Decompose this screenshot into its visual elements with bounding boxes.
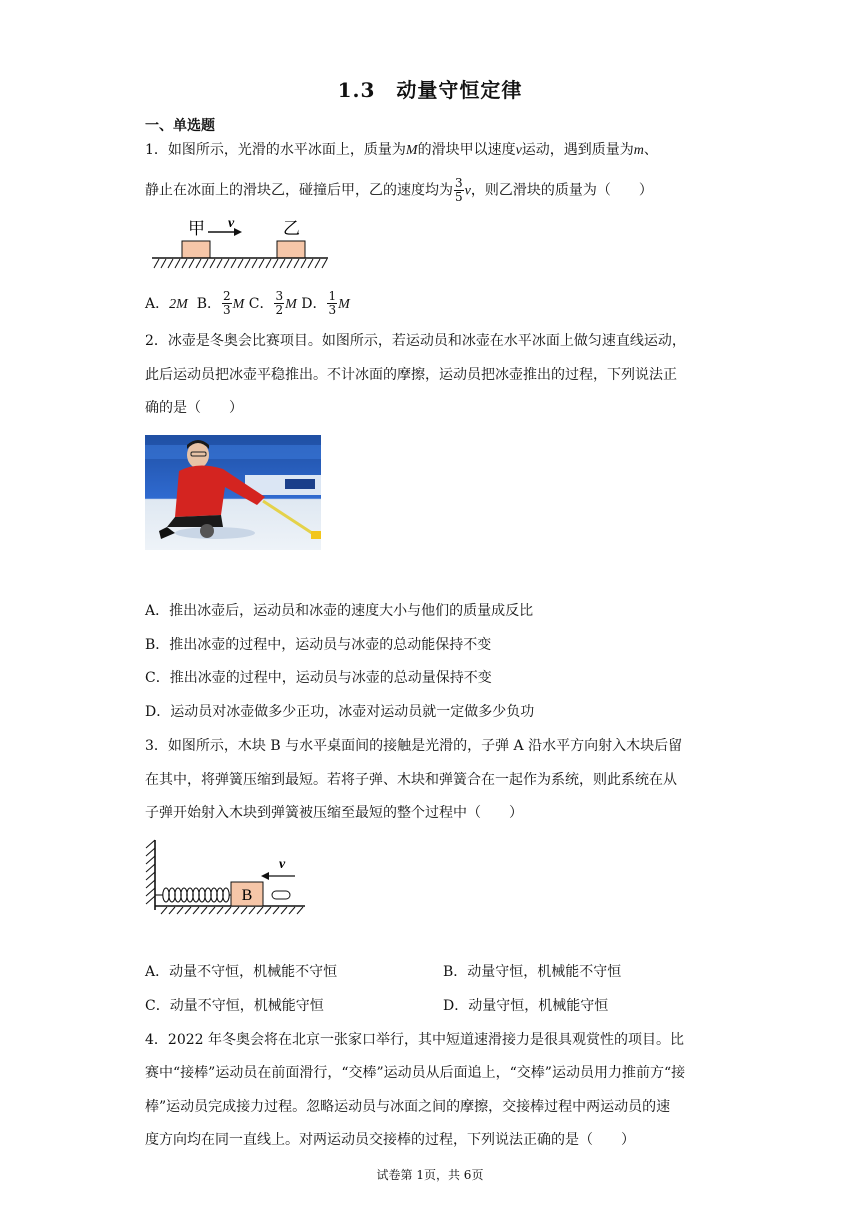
q3-option-d[interactable]: D．动量守恒，机械能守恒	[443, 998, 609, 1014]
q1-line2	[145, 177, 653, 204]
q2-line3: 确的是（ ）	[145, 400, 243, 416]
table-hatch	[161, 907, 303, 914]
page-footer: 试卷第 1页，共 6页	[376, 1168, 484, 1182]
q3-figure-spring-block	[145, 838, 310, 920]
q4-line1: 4．2022 年冬奥会将在北京一张家口举行，其中短道速滑接力是很具观赏性的项目。比	[145, 1032, 684, 1048]
q1-var-m: m	[633, 143, 644, 158]
q1-fig-label-b: 乙	[283, 219, 300, 239]
q1-var-v: v	[464, 183, 471, 199]
q1-option-c[interactable]: C． $\frac{3}{2}$ M	[248, 289, 297, 317]
q2-line2: 此后运动员把冰壶平稳推出。不计冰面的摩擦，运动员把冰壶推出的过程，下列说法正	[145, 367, 677, 383]
q4-line3: 棒”运动员完成接力过程。忽略运动员与冰面之间的摩擦，交接棒过程中两运动员的速	[145, 1099, 671, 1115]
q2-line1: 2．冰壶是冬奥会比赛项目。如图所示，若运动员和冰壶在水平冰面上做匀速直线运动，	[145, 333, 686, 349]
q4-line2: 赛中“接棒”运动员在前面滑行，“交棒”运动员从后面追上，“交棒”运动员用力推前方“接	[145, 1065, 686, 1081]
arrow-icon	[261, 872, 269, 880]
q1-text: 静止在冰面上的滑块乙，碰撞后甲，乙的速度均为	[145, 182, 453, 199]
q2-option-d[interactable]: D．运动员对冰壶做多少正功，冰壶对运动员就一定做多少负功	[145, 704, 535, 720]
q3-line3: 子弹开始射入木块到弹簧被压缩至最短的整个过程中（ ）	[145, 805, 523, 821]
q1-text: ，则乙滑块的质量为（ ）	[470, 182, 653, 199]
q3-option-c[interactable]: C．动量不守恒，机械能守恒	[145, 998, 324, 1014]
q1-options	[145, 290, 350, 317]
spring	[155, 888, 231, 902]
q3-fig-block-label: B	[241, 887, 253, 904]
page-title: 1.3 动量守恒定律	[337, 78, 523, 102]
ground-hatch	[154, 259, 327, 268]
arrow-icon	[234, 228, 242, 236]
q1-option-d[interactable]: D． $\frac{1}{3}$ M	[301, 289, 350, 317]
q3-fig-arrow-label: v	[279, 857, 286, 872]
q1-text: 的滑块甲以速度	[417, 142, 516, 158]
wall-hatch	[146, 840, 155, 904]
q2-option-c[interactable]: C．推出冰壶的过程中，运动员与冰壶的总动量保持不变	[145, 670, 492, 686]
q4-line4: 度方向均在同一直线上。对两运动员交接棒的过程，下列说法正确的是（ ）	[145, 1132, 635, 1148]
q1-fig-label-a: 甲	[188, 219, 205, 239]
q2-option-b[interactable]: B．推出冰壶的过程中，运动员与冰壶的总动能保持不变	[145, 637, 492, 653]
section-heading: 一、单选题	[145, 118, 215, 134]
q2-curling-photo	[145, 435, 321, 550]
q1-fig-arrow-label: v	[228, 216, 235, 231]
q1-figure-sliders	[148, 210, 333, 272]
q2-option-a[interactable]: A．推出冰壶后，运动员和冰壶的速度大小与他们的质量成反比	[145, 603, 534, 619]
bullet-a	[272, 891, 290, 899]
slider-a	[182, 241, 210, 258]
q1-text: 、	[643, 142, 658, 158]
q1-var-v: v	[515, 143, 522, 158]
q3-line1: 3．如图所示，木块 B 与水平桌面间的接触是光滑的，子弹 A 沿水平方向射入木块后留	[145, 738, 683, 754]
q1-option-b[interactable]: B． $\frac{2}{3}$ M	[196, 289, 245, 317]
q3-line2: 在其中，将弹簧压缩到最短。若将子弹、木块和弹簧合在一起作为系统，则此系统在从	[145, 772, 677, 788]
q3-option-a[interactable]: A．动量不守恒，机械能不守恒	[145, 964, 338, 980]
q1-text: 运动，遇到质量为	[521, 142, 634, 158]
q3-option-b[interactable]: B．动量守恒，机械能不守恒	[443, 964, 622, 980]
q1-var-M: M	[405, 143, 418, 158]
slider-b	[277, 241, 305, 258]
q1-line1	[145, 140, 658, 161]
q1-fraction: $\frac{3}{5}$	[455, 176, 463, 204]
q1-text: 1．如图所示，光滑的水平冰面上，质量为	[145, 142, 406, 158]
q1-option-a[interactable]: A．2M	[145, 295, 188, 312]
